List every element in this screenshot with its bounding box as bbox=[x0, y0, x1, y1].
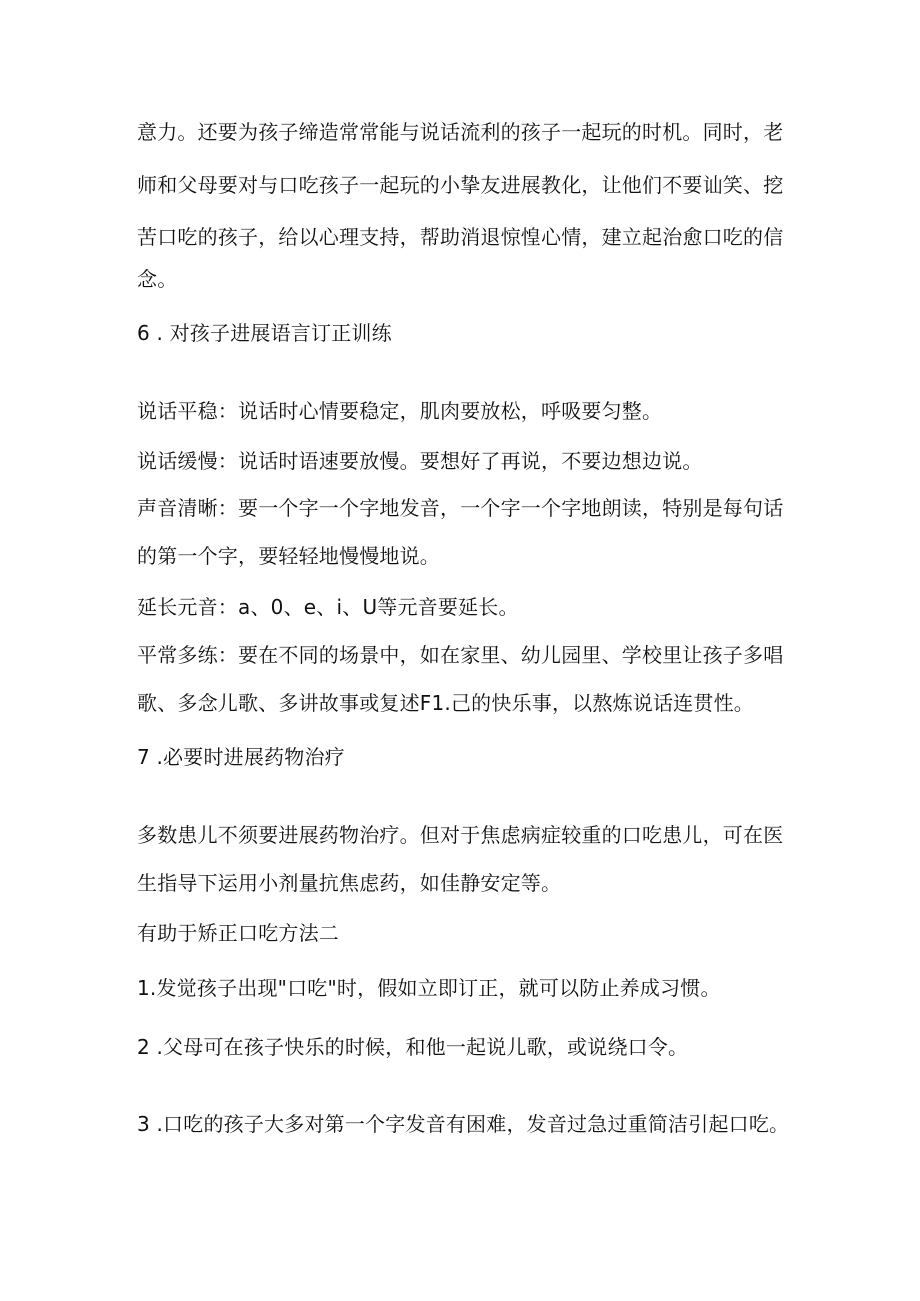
paragraph-line: 意力。还要为孩子缔造常常能与说话流利的孩子一起玩的时机。同时，老 bbox=[137, 120, 784, 144]
section-heading-6: 6 . 对孩子进展语言订正训练 bbox=[137, 321, 392, 345]
paragraph-line: 师和父母要对与口吃孩子一起玩的小挚友进展教化，让他们不要讪笑、挖 bbox=[137, 173, 784, 197]
method-item-3: 3 .口吃的孩子大多对第一个字发音有困难，发音过急过重简洁引起口吃。 bbox=[137, 1112, 790, 1136]
list-item-huanman: 说话缓慢：说话时语速要放慢。要想好了再说，不要边想边说。 bbox=[137, 449, 703, 473]
paragraph-line: 苦口吃的孩子，给以心理支持，帮助消退惊惶心情，建立起治愈口吃的信 bbox=[137, 225, 784, 249]
method-item-2: 2 .父母可在孩子快乐的时候，和他一起说儿歌，或说绕口令。 bbox=[137, 1035, 689, 1059]
list-item-qingxi-line2: 的第一个字，要轻轻地慢慢地说。 bbox=[137, 544, 440, 568]
list-item-duolian-line1: 平常多练：要在不同的场景中，如在家里、幼儿园里、学校里让孩子多唱 bbox=[137, 643, 784, 667]
paragraph-line: 念。 bbox=[137, 267, 178, 291]
paragraph-line: 多数患儿不须要进展药物治疗。但对于焦虑病症较重的口吃患儿，可在医 bbox=[137, 823, 784, 847]
method-two-title: 有助于矫正口吃方法二 bbox=[137, 921, 339, 945]
list-item-yanchang: 延长元音：a、0、e、i、U等元音要延长。 bbox=[137, 595, 519, 619]
list-item-qingxi-line1: 声音清晰：要一个字一个字地发音，一个字一个字地朗读，特别是每句话 bbox=[137, 496, 784, 520]
list-item-duolian-line2: 歌、多念儿歌、多讲故事或复述F1.己的快乐事，以熬炼说话连贯性。 bbox=[137, 691, 754, 715]
paragraph-line: 生指导下运用小剂量抗焦虑药，如佳静安定等。 bbox=[137, 871, 562, 895]
list-item-pingwen: 说话平稳：说话时心情要稳定，肌肉要放松，呼吸要匀整。 bbox=[137, 399, 663, 423]
section-heading-7: 7 .必要时进展药物治疗 bbox=[137, 745, 345, 769]
method-item-1: 1.发觉孩子出现"口吃"时，假如立即订正，就可以防止养成习惯。 bbox=[137, 976, 721, 1000]
